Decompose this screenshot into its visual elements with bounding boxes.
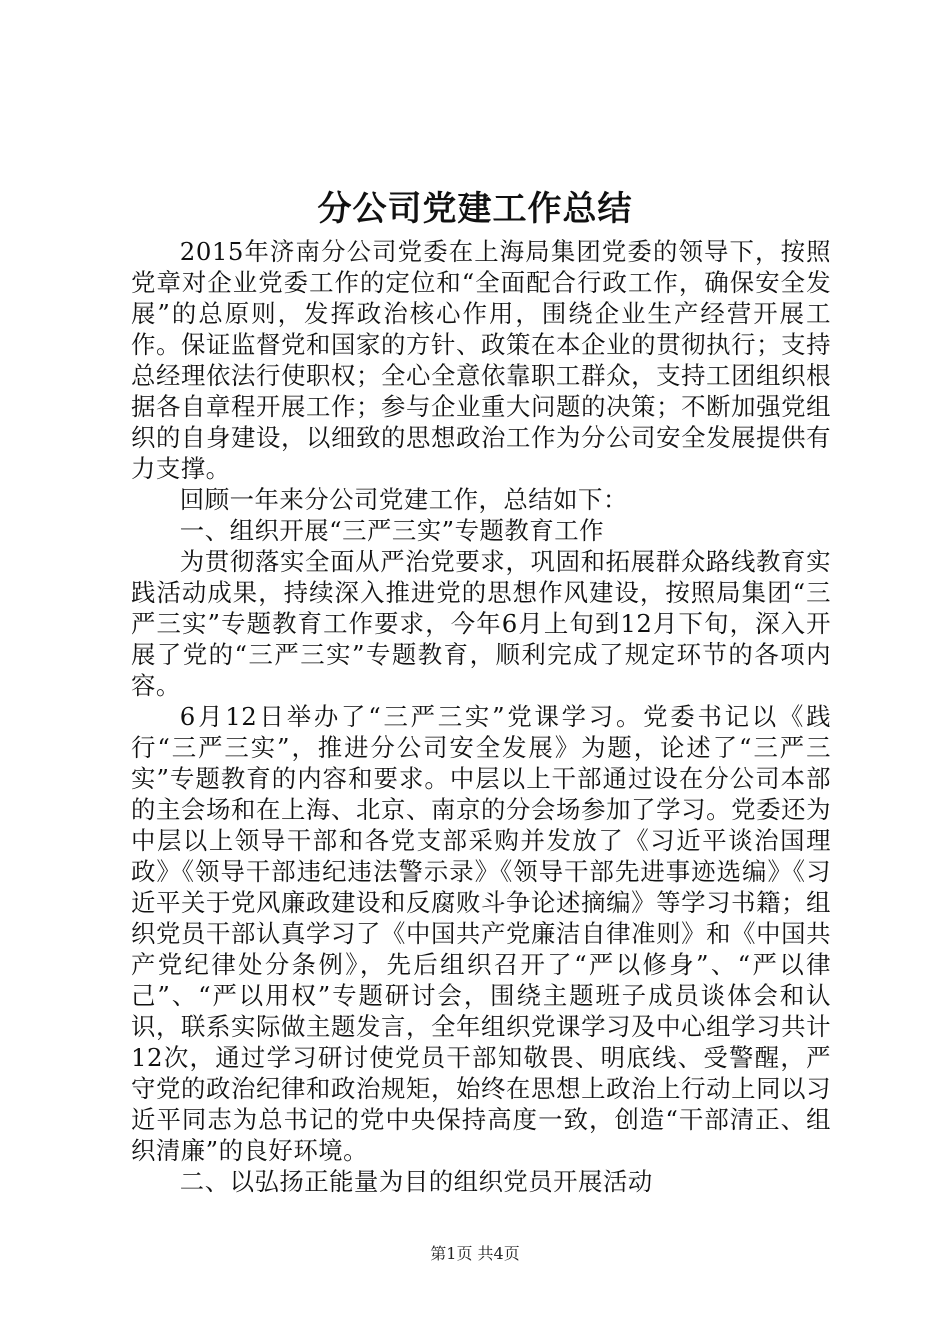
- paragraph-section-1-intro: 为贯彻落实全面从严治党要求，巩固和拓展群众路线教育实践活动成果，持续深入推进党的思想作风建设，按照局集团“三严三实”专题教育工作要求，今年6月上旬到12月下旬，深入开展了党的“三严三实”专题教育，顺利完成了规定环节的各项内容。: [131, 547, 831, 700]
- paragraph-section-1-detail: 6月12日举办了“三严三实”党课学习。党委书记以《践行“三严三实”，推进分公司安全发展》为题，论述了“三严三实”专题教育的内容和要求。中层以上干部通过设在分公司本部的主会场和在上海、北京、南京的分会场参加了学习。党委还为中层以上领导干部和各党支部采购并发放了《习近平谈治国理政》《领导干部违纪违法警示录》《领导干部先进事迹选编》《习近平关于党风廉政建设和反腐败斗争论述摘编》等学习书籍；组织党员干部认真学习了《中国共产党廉洁自律准则》和《中国共产党纪律处分条例》，先后组织召开了“严以修身”、“严以律己”、“严以用权”专题研讨会，围绕主题班子成员谈体会和认识，联系实际做主题发言，全年组织党课学习及中心组学习共计12次，通过学习研讨使党员干部知敬畏、明底线、受警醒，严守党的政治纪律和政治规矩，始终在思想上政治上行动上同以习近平同志为总书记的党中央保持高度一致，创造“干部清正、组织清廉”的良好环境。: [131, 702, 831, 1165]
- document-body: [131, 236, 831, 1197]
- section-heading-1: 一、组织开展“三严三实”专题教育工作: [179, 516, 604, 545]
- document-title: 分公司党建工作总结: [317, 189, 633, 229]
- paragraph-review: 回顾一年来分公司党建工作，总结如下：: [179, 485, 628, 514]
- page-footer: 第1页 共4页: [430, 1244, 520, 1263]
- section-heading-2: 二、以弘扬正能量为目的组织党员开展活动: [179, 1167, 653, 1196]
- paragraph-intro: 2015年济南分公司党委在上海局集团党委的领导下，按照党章对企业党委工作的定位和“全面配合行政工作，确保安全发展”的总原则，发挥政治核心作用，围绕企业生产经营开展工作。保证监督党和国家的方针、政策在本企业的贯彻执行；支持总经理依法行使职权；全心全意依靠职工群众，支持工团组织根据各自章程开展工作；参与企业重大问题的决策；不断加强党组织的自身建设，以细致的思想政治工作为分公司安全发展提供有力支撑。: [131, 237, 831, 483]
